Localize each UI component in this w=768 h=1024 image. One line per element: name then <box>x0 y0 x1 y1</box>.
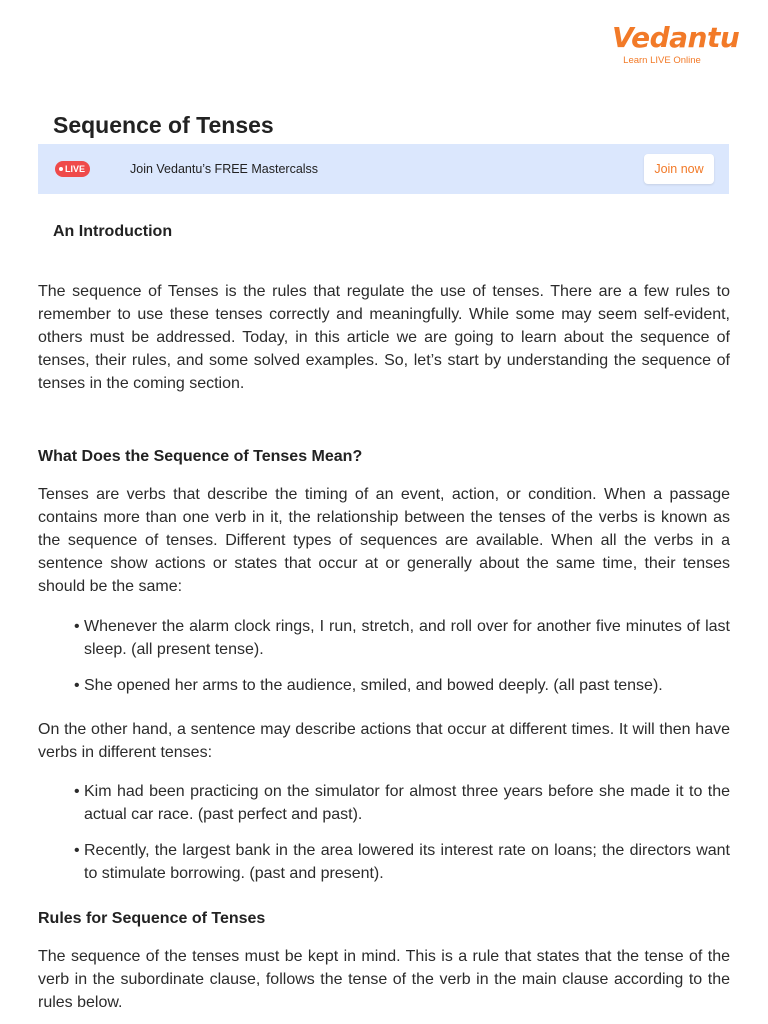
list-item <box>72 674 730 697</box>
bullet-icon: • <box>74 842 80 859</box>
logo-tagline: Learn LIVE Online <box>623 55 701 66</box>
list-item <box>72 839 730 885</box>
list-item-text: Recently, the largest bank in the area lowered its interest rate on loans; the directors want to stimulate borrowing. (past and present). <box>84 842 730 882</box>
live-label: LIVE <box>65 164 86 174</box>
intro-paragraph: The sequence of Tenses is the rules that regulate the use of tenses. There are a few rules to remember to use these tenses correctly and meaningfully. While some may seem self-evident, others must be addressed. Today, in this article we are going to learn about the sequence of tenses, their rules, and some solved examples. So, let’s start by understanding the sequence of tenses in the coming section. <box>38 283 730 392</box>
page-title: Sequence of Tenses <box>53 112 274 138</box>
rules-heading: Rules for Sequence of Tenses <box>38 910 266 927</box>
vedantu-logo[interactable] <box>612 21 740 66</box>
banner-text: Join Vedantu’s FREE Mastercalss <box>130 162 319 176</box>
meaning-paragraph-1: Tenses are verbs that describe the timing of an event, action, or condition. When a passage contains more than one verb in it, the relationship between the tenses of the verbs is known as the sequence of tenses. Different types of sequences are available. When all the verbs in a sentence show actions or states that occur at or generally about the same time, their tenses should be the same: <box>38 486 730 595</box>
bullet-icon: • <box>74 783 80 800</box>
list-item <box>72 615 730 661</box>
bullet-icon: • <box>74 618 80 635</box>
list-item-text: Whenever the alarm clock rings, I run, stretch, and roll over for another five minutes of last sleep. (all present tense). <box>84 618 730 658</box>
live-badge <box>55 161 90 177</box>
bullet-icon: • <box>74 677 80 694</box>
list-item-text: Kim had been practicing on the simulator for almost three years before she made it to the actual car race. (past perfect and past). <box>84 783 730 823</box>
live-dot-icon <box>59 167 63 171</box>
meaning-paragraph-2: On the other hand, a sentence may describe actions that occur at different times. It will then have verbs in different tenses: <box>38 721 730 761</box>
list-item-text: She opened her arms to the audience, smiled, and bowed deeply. (all past tense). <box>84 677 663 694</box>
join-now-button[interactable]: Join now <box>644 154 714 184</box>
list-item <box>72 780 730 826</box>
masterclass-banner <box>38 144 729 194</box>
meaning-heading: What Does the Sequence of Tenses Mean? <box>38 448 363 465</box>
rules-paragraph: The sequence of the tenses must be kept in mind. This is a rule that states that the tense of the verb in the subordinate clause, follows the tense of the verb in the main clause according to the rules below. <box>38 948 730 1011</box>
intro-heading: An Introduction <box>53 223 173 240</box>
logo-wordmark: Vedantu <box>612 21 740 54</box>
